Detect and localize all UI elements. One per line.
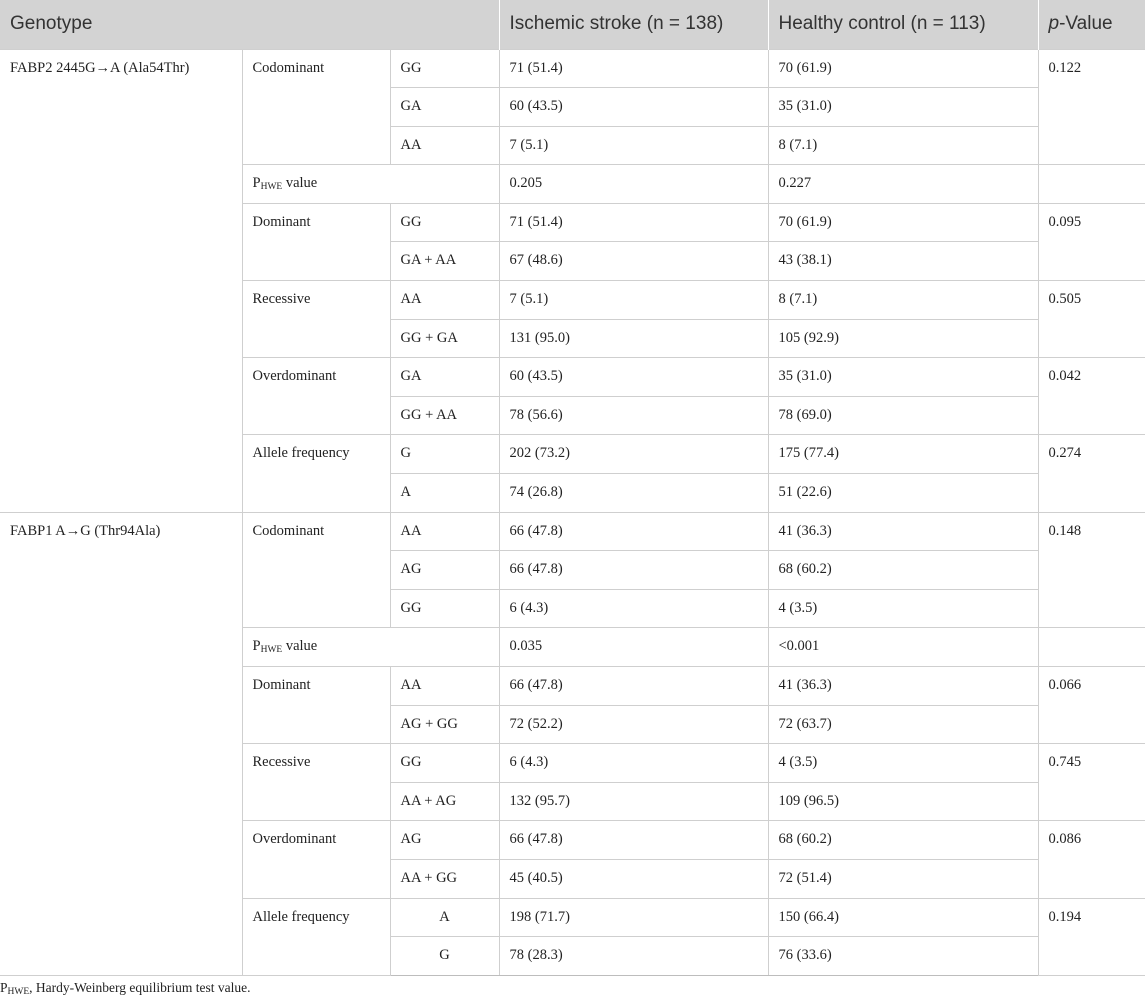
stroke-value-cell: 66 (47.8) [499,551,768,590]
genotype-cell: GG + GA [390,319,499,358]
hwe-label-rest: value [282,175,318,192]
stroke-value-cell: 132 (95.7) [499,782,768,821]
control-value-cell: 70 (61.9) [768,49,1038,88]
stroke-value-cell: 7 (5.1) [499,281,768,320]
p-value-header-rest: -Value [1059,13,1113,35]
p-value-header [1038,0,1145,49]
stroke-value-cell: 7 (5.1) [499,126,768,165]
stroke-value-cell: 202 (73.2) [499,435,768,474]
stroke-value-cell: 6 (4.3) [499,589,768,628]
stroke-value-cell: 72 (52.2) [499,705,768,744]
control-value-cell: 43 (38.1) [768,242,1038,281]
model-label-cell: Allele frequency [242,898,390,975]
stroke-value-cell: 74 (26.8) [499,474,768,513]
control-value-cell: 72 (63.7) [768,705,1038,744]
p-value-cell: 0.042 [1038,358,1145,435]
stroke-value-cell: 6 (4.3) [499,744,768,783]
stroke-value-cell: 71 (51.4) [499,49,768,88]
control-value-cell: 175 (77.4) [768,435,1038,474]
control-value-cell: 8 (7.1) [768,281,1038,320]
stroke-value-cell: 198 (71.7) [499,898,768,937]
genotype-cell: G [390,435,499,474]
p-value-cell: 0.122 [1038,49,1145,165]
ischemic-stroke-header: Ischemic stroke (n = 138) [499,0,768,49]
model-label-cell: Overdominant [242,821,390,898]
control-value-cell: 68 (60.2) [768,551,1038,590]
control-value-cell: 72 (51.4) [768,859,1038,898]
stroke-value-cell: 78 (28.3) [499,937,768,976]
genotype-cell: AA [390,281,499,320]
model-label-cell: Codominant [242,512,390,628]
genotype-cell: AA [390,512,499,551]
control-value-cell: 8 (7.1) [768,126,1038,165]
model-label-cell: Recessive [242,281,390,358]
hwe-label-p: P [252,175,261,192]
hwe-stroke-cell: 0.205 [499,165,768,204]
genotype-cell: GA [390,88,499,127]
p-value-cell: 0.066 [1038,667,1145,744]
table-row [0,512,1145,551]
control-value-cell: 51 (22.6) [768,474,1038,513]
genotype-header: Genotype [0,0,499,49]
p-value-cell: 0.745 [1038,744,1145,821]
hwe-label-cell [242,628,499,667]
stroke-value-cell: 66 (47.8) [499,821,768,860]
control-value-cell: 41 (36.3) [768,512,1038,551]
p-value-cell: 0.095 [1038,203,1145,280]
healthy-control-header: Healthy control (n = 113) [768,0,1038,49]
control-value-cell: 70 (61.9) [768,203,1038,242]
footnote [0,980,251,997]
hwe-label-cell [242,165,499,204]
control-value-cell: 35 (31.0) [768,88,1038,127]
control-value-cell: 76 (33.6) [768,937,1038,976]
stroke-value-cell: 71 (51.4) [499,203,768,242]
genotype-cell: AA + AG [390,782,499,821]
p-value-header-italic: p [1048,13,1060,35]
stroke-value-cell: 45 (40.5) [499,859,768,898]
genotype-cell: AA [390,667,499,706]
control-value-cell: 150 (66.4) [768,898,1038,937]
genotype-cell: GG [390,203,499,242]
control-value-cell: 68 (60.2) [768,821,1038,860]
table-body [0,49,1145,975]
hwe-label-sub: HWE [260,182,283,193]
genotype-cell: GG [390,49,499,88]
control-value-cell: 35 (31.0) [768,358,1038,397]
hwe-label-rest: value [282,638,318,655]
hwe-empty-cell [1038,628,1145,667]
control-value-cell: 41 (36.3) [768,667,1038,706]
genotype-cell: AG + GG [390,705,499,744]
p-value-cell: 0.505 [1038,281,1145,358]
genotype-cell: AG [390,551,499,590]
genotype-cell: AG [390,821,499,860]
genotype-cell: A [390,474,499,513]
hwe-control-cell: 0.227 [768,165,1038,204]
model-label-cell: Codominant [242,49,390,165]
stroke-value-cell: 131 (95.0) [499,319,768,358]
genotype-cell: GG [390,589,499,628]
genotype-cell: AA [390,126,499,165]
control-value-cell: 105 (92.9) [768,319,1038,358]
p-value-cell: 0.274 [1038,435,1145,512]
genotype-cell: GG + AA [390,396,499,435]
hwe-label-sub: HWE [260,645,283,656]
stroke-value-cell: 60 (43.5) [499,358,768,397]
genotype-cell: GA [390,358,499,397]
control-value-cell: 109 (96.5) [768,782,1038,821]
stroke-value-cell: 60 (43.5) [499,88,768,127]
control-value-cell: 78 (69.0) [768,396,1038,435]
hwe-empty-cell [1038,165,1145,204]
p-value-cell: 0.194 [1038,898,1145,975]
stroke-value-cell: 66 (47.8) [499,512,768,551]
model-label-cell: Dominant [242,203,390,280]
control-value-cell: 4 (3.5) [768,744,1038,783]
stroke-value-cell: 78 (56.6) [499,396,768,435]
footnote-sub: HWE [7,987,30,997]
genotype-cell: A [390,898,499,937]
footnote-text: , Hardy-Weinberg equilibrium test value. [29,980,251,995]
control-value-cell: 4 (3.5) [768,589,1038,628]
model-label-cell: Overdominant [242,358,390,435]
model-label-cell: Dominant [242,667,390,744]
table-row [0,49,1145,88]
hwe-label-p: P [252,638,261,655]
header-row [0,0,1145,49]
genotype-cell: GG [390,744,499,783]
stroke-value-cell: 67 (48.6) [499,242,768,281]
p-value-cell: 0.148 [1038,512,1145,628]
model-label-cell: Recessive [242,744,390,821]
hwe-stroke-cell: 0.035 [499,628,768,667]
hwe-control-cell: <0.001 [768,628,1038,667]
model-label-cell: Allele frequency [242,435,390,512]
gene-name-cell: FABP1 A→G (Thr94Ala) [0,512,242,975]
footnote-p: P [0,980,8,995]
gene-name-cell: FABP2 2445G→A (Ala54Thr) [0,49,242,512]
genotype-cell: AA + GG [390,859,499,898]
genotype-cell: GA + AA [390,242,499,281]
stroke-value-cell: 66 (47.8) [499,667,768,706]
p-value-cell: 0.086 [1038,821,1145,898]
genotype-cell: G [390,937,499,976]
